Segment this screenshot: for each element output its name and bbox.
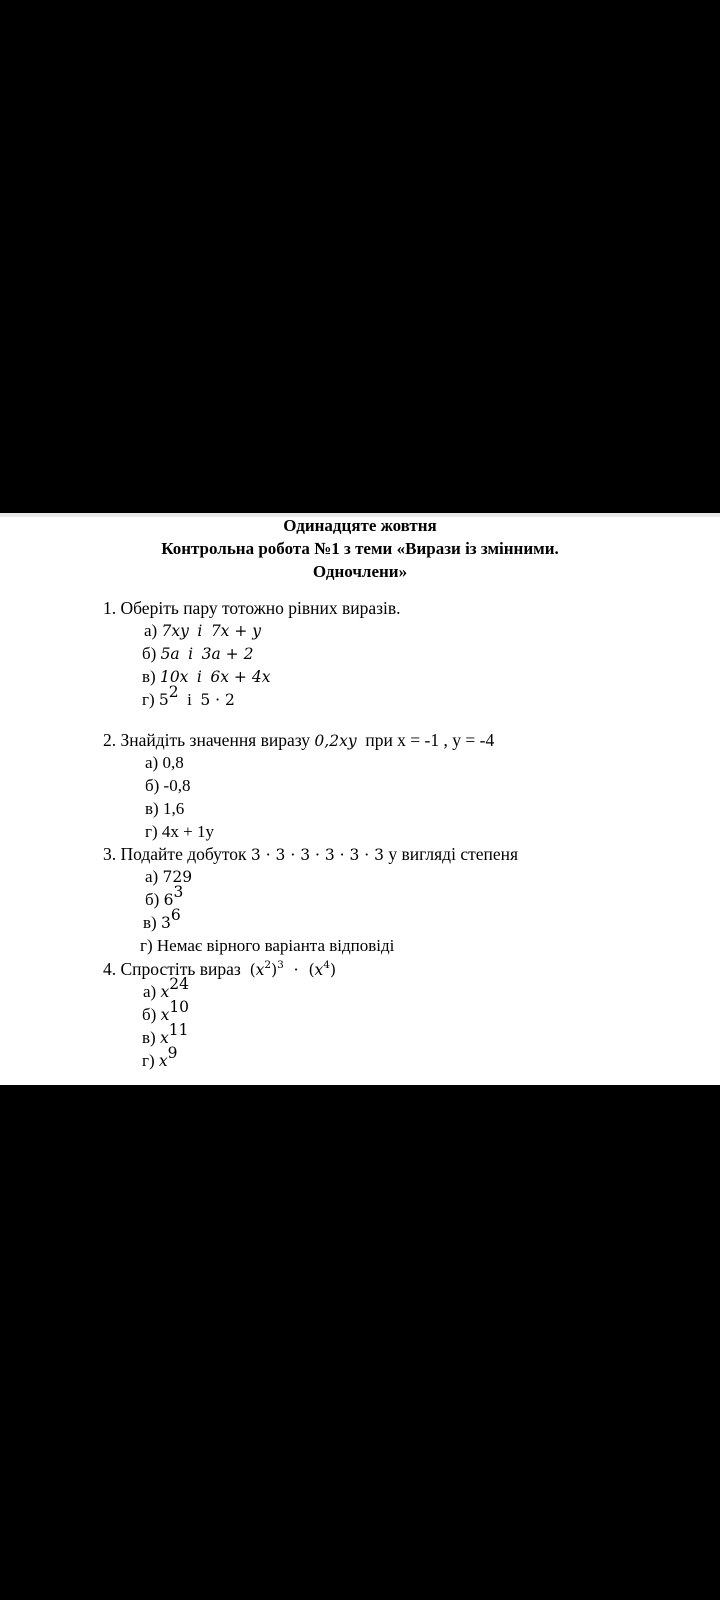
option-label: г)	[142, 690, 155, 709]
math-expression: $(x^2)^3 \cdot (x^4)$	[249, 958, 337, 979]
q3-option-c	[143, 906, 181, 934]
math-base: x	[255, 961, 265, 979]
q1-option-a	[144, 620, 261, 642]
option-label: а)	[144, 621, 158, 640]
math-exponent: 9	[167, 1044, 178, 1063]
question-4	[103, 958, 336, 981]
math-base: 6	[163, 891, 174, 909]
math-expression: 5 · 2	[200, 691, 235, 709]
q3-option-d: г) Немає вірного варіанта відповіді	[140, 936, 395, 955]
math-base: x	[314, 961, 324, 979]
option-label: а)	[145, 867, 159, 886]
option-label: в)	[142, 1028, 156, 1047]
question-condition: при x = -1 , y = -4	[365, 730, 495, 750]
math-dot: ·	[293, 961, 299, 979]
q2-option-b: б) -0,8	[145, 776, 191, 795]
math-exponent: 2	[168, 683, 179, 702]
q2-option-d: г) 4x + 1y	[145, 822, 214, 841]
option-label: г)	[142, 1051, 155, 1070]
document-page	[0, 517, 720, 1085]
test-title-continued: Одночлени»	[312, 562, 408, 581]
option-label: в)	[143, 913, 157, 932]
math-base: x	[158, 1052, 168, 1070]
test-title: Контрольна робота №1 з теми «Вирази із змінними.	[161, 539, 559, 558]
math-conjunction: і	[188, 645, 194, 663]
math-expression: 0,2xy	[314, 732, 357, 750]
math-expression: 3 · 3 · 3 · 3 · 3 · 3	[250, 846, 384, 864]
q2-option-a: а) 0,8	[145, 753, 184, 772]
option-label: б)	[145, 890, 160, 909]
math-exponent: 2	[264, 958, 272, 971]
math-exponent: 6	[170, 906, 181, 925]
math-expression: 7xy	[161, 622, 189, 640]
question-1: 1. Оберіть пару тотожно рівних виразів.	[103, 598, 401, 618]
math-expression: 6x + 4x	[210, 668, 271, 686]
option-label: б)	[142, 644, 157, 663]
date-heading: Одинадцяте жовтня	[283, 517, 437, 535]
math-exponent: 4	[323, 958, 330, 971]
math-exponent: 24	[169, 975, 189, 994]
q1-option-d	[142, 683, 235, 711]
q1-option-c	[142, 666, 270, 688]
math-expression: 3a + 2	[201, 645, 254, 663]
q3-option-a	[145, 866, 192, 888]
option-label: в)	[142, 667, 156, 686]
math-base: x	[159, 1029, 169, 1047]
math-base: x	[160, 983, 170, 1001]
math-base: 5	[158, 691, 169, 709]
math-base: x	[160, 1006, 170, 1024]
option-label: а)	[143, 982, 157, 1001]
question-text: 2. Знайдіть значення виразу	[103, 730, 311, 750]
math-expression: 7x + y	[210, 622, 262, 640]
conjunction: і	[187, 690, 192, 709]
math-conjunction: і	[196, 668, 202, 686]
question-text-end: у вигляді степеня	[388, 844, 519, 864]
math-exponent: 10	[169, 998, 190, 1017]
option-label: б)	[142, 1005, 157, 1024]
math-expression: 729	[162, 868, 193, 886]
math-exponent: 11	[168, 1021, 189, 1040]
question-2	[103, 729, 494, 752]
math-exponent: 3	[173, 883, 184, 902]
math-base: 3	[160, 914, 171, 932]
q4-option-d	[142, 1044, 178, 1072]
math-expression: 5a	[160, 645, 180, 663]
math-exponent-outer: 3	[277, 958, 284, 971]
question-text: 3. Подайте добуток	[103, 844, 247, 864]
question-text: 4. Спростіть вираз	[103, 959, 241, 979]
math-expression: 10x	[159, 668, 189, 686]
q1-option-b	[142, 643, 253, 665]
q4-option-c	[142, 1021, 189, 1049]
question-3	[103, 843, 518, 866]
math-conjunction: і	[197, 622, 203, 640]
q2-option-c: в) 1,6	[145, 799, 185, 818]
